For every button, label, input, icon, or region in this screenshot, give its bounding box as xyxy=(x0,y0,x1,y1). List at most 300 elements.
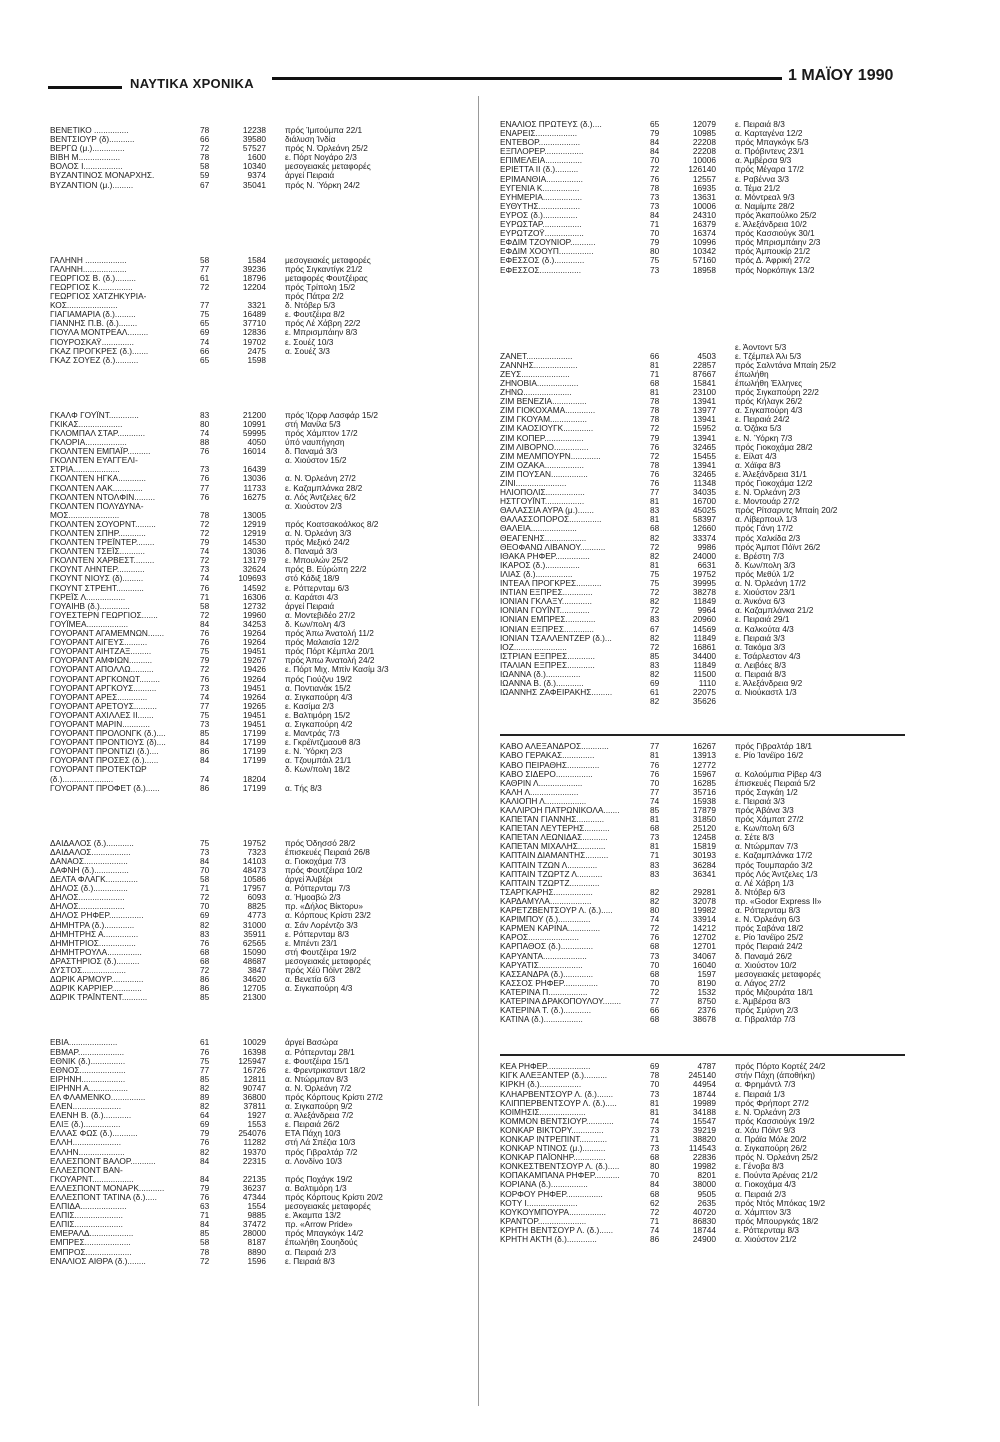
ship-year: 76 xyxy=(200,473,210,484)
ship-name: ΕΜΠΡΟΣ.................... xyxy=(50,1247,132,1257)
ship-ton: 39236 xyxy=(242,263,266,274)
ship-name: ΗΛΙΟΠΟΛΙΣ................. xyxy=(500,488,585,498)
ship-year: 62 xyxy=(650,1197,660,1208)
ship-name: ΕΞΠΛΟΡΕΡ................. xyxy=(500,147,584,157)
ship-year: 68 xyxy=(650,377,660,388)
ship-row xyxy=(500,1153,940,1162)
ship-year: 84 xyxy=(650,137,660,148)
ship-year: 80 xyxy=(650,1161,660,1172)
ship-name: ΓΕΩΡΓΙΟΣ Β. (δ.)......... xyxy=(50,273,136,283)
ship-row xyxy=(500,661,940,670)
ship-name: ΙΟΝΙΑΝ ΕΞΠΡΕΣ............. xyxy=(500,624,594,634)
ship-name: ΓΟΥΟΡΑΝΤ ΑΙΗΤΖΑΞ......... xyxy=(50,647,152,657)
ship-ton: 8825 xyxy=(247,901,266,912)
ship-note: α. Χάϊφα 8/3 xyxy=(735,460,781,470)
ship-note: πρός Μπουργκάς 18/2 xyxy=(735,1216,819,1226)
ship-year: 68 xyxy=(650,523,660,534)
ship-year: 72 xyxy=(200,555,210,566)
ship-note: ε. Πούντα Άρένας 21/2 xyxy=(735,1171,818,1181)
ship-ton: 11849 xyxy=(693,596,716,607)
ship-name: ΚΟΥΚΟΥΜΠΟΥΡΑ................ xyxy=(500,1207,606,1217)
ship-ton: 12919 xyxy=(242,528,266,538)
ship-row xyxy=(500,238,940,247)
ship-ton: 1600 xyxy=(247,152,266,163)
ship-note: πρός Γιβραλτάρ 7/2 xyxy=(285,1147,358,1157)
ship-row xyxy=(500,361,940,370)
ship-note: στή Φουτζέιρα 19/2 xyxy=(285,947,357,957)
ship-ton: 17957 xyxy=(242,883,266,894)
ship-name: ΔΑΝΑΟΣ................... xyxy=(50,856,128,866)
ship-note: α. Βαλτιμόρη 1/3 xyxy=(285,1183,347,1193)
ship-row xyxy=(500,815,940,824)
ship-note: πρός Ίζορφ Λασφάρ 15/2 xyxy=(285,410,379,420)
ship-note: έπωλήθη Σουηδούς xyxy=(285,1238,358,1248)
ship-ton: 22208 xyxy=(692,146,716,157)
ship-note: α. Λός Άντζελες 6/2 xyxy=(285,492,356,502)
ship-year: 81 xyxy=(650,514,660,525)
ship-ton: 19267 xyxy=(242,655,266,666)
ship-name: ΕΛΛΗ..................... xyxy=(50,1138,122,1148)
ship-row xyxy=(50,447,470,456)
ship-year: 84 xyxy=(650,209,660,220)
ship-year: 76 xyxy=(200,673,210,684)
ship-ton: 87667 xyxy=(692,368,716,379)
ship-name: ΙΩΑΝΝΗΣ ΖΑΦΕΙΡΑΚΗΣ......... xyxy=(500,688,613,698)
ship-year: 75 xyxy=(650,255,660,266)
ship-name: ΖΕΥΣ..................... xyxy=(500,369,570,379)
ship-name: ΚΑΠΕΤΑΝ ΛΕΩΝΙΔΑΣ........... xyxy=(500,833,608,843)
ship-ton: 44954 xyxy=(692,1079,716,1090)
ship-name: ΔΥΣΤΟΣ................... xyxy=(50,966,126,976)
ship-name: ΕΦΔΙΜ ΧΟΟΥΠ............... xyxy=(500,247,594,257)
ship-row xyxy=(500,915,940,924)
ship-name: ΙΩΑΝΝΑ Β. (δ.)............ xyxy=(500,679,584,689)
ship-ton: 22857 xyxy=(692,359,716,370)
ship-name: ΕΛΕΝ..................... xyxy=(50,1102,122,1112)
ship-note: ε. Γκρέϊντζμαουθ 8/3 xyxy=(285,738,361,748)
ship-year: 86 xyxy=(650,1234,660,1245)
ship-name: ΕΛΛΗΝ.................... xyxy=(50,1147,125,1157)
ship-note: α. Καζαμπλάνκα 21/2 xyxy=(735,606,814,616)
ship-name: ΕΛΠΙΣ..................... xyxy=(50,1211,123,1221)
ship-year: 84 xyxy=(200,755,210,766)
ship-name: ΘΑΛΑΣΣΙΑ ΑΥΡΑ (μ.)....... xyxy=(500,506,594,516)
ship-name: ΒΥΖΑΝΤΙΝΟΣ ΜΟΝΑΡΧΗΣ. xyxy=(50,171,155,181)
ship-ton: 22208 xyxy=(692,137,716,148)
ship-note: α. Σιγκαπούρη 4/3 xyxy=(285,984,353,994)
ship-row xyxy=(500,1162,940,1171)
ship-row xyxy=(500,1015,940,1024)
ship-year: 78 xyxy=(650,182,660,193)
ship-year: 73 xyxy=(650,950,660,961)
ship-note: στήν Πάχη (άποθήκη) xyxy=(735,1071,816,1081)
ship-note: ε. Μοντουάρ 27/2 xyxy=(735,497,800,507)
ship-note: πρός Σμύρνη 2/3 xyxy=(735,1006,799,1016)
ship-row xyxy=(500,1135,940,1144)
ship-name: ΚΑΤΙΝΑ (δ.)................. xyxy=(500,1015,583,1025)
ship-year: 58 xyxy=(200,1237,210,1248)
ship-ton: 19264 xyxy=(242,673,266,684)
ship-note: α. Ν. Όρλεάνη 17/2 xyxy=(735,579,806,589)
ship-row xyxy=(500,615,940,624)
ship-name: ΓΟΥΟΡΑΝΤ ΠΡΟΝΤΙΟΥΣ (δ).... xyxy=(50,738,166,748)
ship-year: 84 xyxy=(200,1155,210,1166)
ship-ton: 6631 xyxy=(697,559,716,570)
ship-year: 72 xyxy=(650,1206,660,1217)
ship-ton: 114543 xyxy=(688,1143,716,1154)
ship-year: 78 xyxy=(200,1246,210,1257)
ship-note: ύπό ναυπήγηση xyxy=(285,438,345,448)
ship-name: ΔΗΛΟΣ (δ.)............... xyxy=(50,884,128,894)
ship-note: μεσογειακές μεταφορές xyxy=(285,255,371,265)
ship-ton: 34253 xyxy=(242,618,266,629)
ship-ton: 9885 xyxy=(247,1210,266,1221)
ship-name: ΙΚΑΡΟΣ (δ.)............... xyxy=(500,560,580,570)
ship-name: ΕΛΛΑΣ ΦΩΣ (δ.)........... xyxy=(50,1129,138,1139)
ship-year: 83 xyxy=(650,614,660,625)
ship-ton: 1110 xyxy=(698,678,716,689)
ship-name: ΕΒΜΑΡ.................... xyxy=(50,1047,125,1057)
ship-name: ΚΑΡΥΑΤΙΣ................... xyxy=(500,960,583,970)
ship-note: πρός Νορκόπιγκ 13/2 xyxy=(735,265,815,275)
ship-note: πρός Κόρπους Κρίστι 27/2 xyxy=(285,1092,383,1102)
ship-year: 76 xyxy=(650,768,660,779)
ship-year: 84 xyxy=(200,1173,210,1184)
ship-ton: 12204 xyxy=(242,281,266,292)
ship-ton: 34620 xyxy=(242,974,266,985)
ship-note: α. Σιγκαπούρη 26/2 xyxy=(735,1144,807,1154)
ship-year: 83 xyxy=(200,409,210,420)
ship-row xyxy=(50,1257,470,1266)
ship-year: 81 xyxy=(650,1106,660,1117)
ship-note: α. Χάμπτον 3/3 xyxy=(735,1207,792,1217)
ship-row xyxy=(500,1126,940,1135)
ship-year: 79 xyxy=(650,128,660,139)
ship-row xyxy=(500,1080,940,1089)
ship-row xyxy=(500,870,940,879)
ship-ton: 35716 xyxy=(692,786,716,797)
ship-note: α. Ντώρμπαν 7/3 xyxy=(735,842,798,852)
ship-row xyxy=(500,897,940,906)
ship-ton: 8890 xyxy=(247,1246,266,1257)
ship-note: πρός Γιβραλτάρ 18/1 xyxy=(735,742,812,752)
ship-ton: 36284 xyxy=(692,859,716,870)
ship-ton: 12702 xyxy=(692,932,716,943)
ship-ton: 34067 xyxy=(692,950,716,961)
ship-name: ΓΑΛΗΝΗ .................. xyxy=(50,255,127,265)
ship-ton: 7323 xyxy=(247,846,266,857)
ship-year: 79 xyxy=(200,1128,210,1139)
ship-note: α. Χιούστον 15/2 xyxy=(285,456,347,466)
ship-year: 67 xyxy=(200,179,210,190)
ship-note: ε. Τσάρλεστον 4/3 xyxy=(735,651,801,661)
ship-year: 85 xyxy=(200,1073,210,1084)
ship-name: ΙΟΝΙΑΝ ΓΚΛΑΞΥ............. xyxy=(500,597,592,607)
ship-name: ΚΟΝΚΑΡ ΝΤΙΝΟΣ (μ.).......... xyxy=(500,1144,606,1154)
ship-year: 72 xyxy=(200,892,210,903)
ship-name: ΔΩΡΙΚ ΑΡΜΟΥΡ.............. xyxy=(50,975,144,985)
ship-year: 76 xyxy=(200,637,210,648)
ship-row xyxy=(500,1144,940,1153)
ship-row xyxy=(50,181,470,190)
ship-year: 84 xyxy=(200,737,210,748)
ship-year: 82 xyxy=(650,886,660,897)
ship-row xyxy=(500,924,940,933)
ship-ton: 34035 xyxy=(692,487,716,498)
ship-year: 81 xyxy=(650,496,660,507)
ship-ton: 12705 xyxy=(242,983,266,994)
ship-row xyxy=(500,470,940,479)
ship-year: 85 xyxy=(200,728,210,739)
ship-note: πρός Κοατσακοάλκος 8/2 xyxy=(285,519,379,529)
ship-name: ΚΑΒΟ ΣΙΔΕΡΟ................ xyxy=(500,769,593,779)
ship-name: ΓΟΥΕΣΤΕΡΝ ΓΕΩΡΓΙΟΣ....... xyxy=(50,610,158,620)
ship-ton: 38678 xyxy=(692,1014,716,1025)
ship-year: 83 xyxy=(200,928,210,939)
ship-name: ΖΙΜ ΚΟΠΕΡ................. xyxy=(500,433,584,443)
ship-year: 59 xyxy=(200,170,210,181)
ship-row xyxy=(500,388,940,397)
ship-note: δ. Κων/πολη 3/3 xyxy=(735,560,796,570)
ship-name: ΔΑΙΔΑΛΟΣ................. xyxy=(50,847,131,857)
ship-name: ΙΝΤΕΑΛ ΠΡΟΓΚΡΕΣ........... xyxy=(500,579,602,589)
ship-ton: 18744 xyxy=(692,1088,716,1099)
ship-year: 82 xyxy=(650,596,660,607)
ship-ton: 90747 xyxy=(242,1082,266,1093)
ship-name: ΚΑΡΜΕΝ ΚΑΡΙΝΑ.............. xyxy=(500,924,601,934)
ship-ton: 14103 xyxy=(242,855,266,866)
ship-note: έπωλήθη Έλληνες xyxy=(735,378,803,388)
ship-ton: 125947 xyxy=(238,1055,266,1066)
ship-note: ε. Ρίο Ίανέϊρο 25/2 xyxy=(735,933,804,943)
ship-note: α. Ν. Όρλεάνη 7/2 xyxy=(285,1083,352,1093)
ship-note: ε. Ρόττερνταμ 8/3 xyxy=(735,1225,800,1235)
ship-row xyxy=(500,461,940,470)
ship-name: ΓΚΛΟΡΙΑ.................. xyxy=(50,438,127,448)
ship-note: διάλυση Ίνδία xyxy=(285,135,336,145)
ship-ton: 48473 xyxy=(242,865,266,875)
ship-row xyxy=(500,1235,940,1244)
ship-ton: 39219 xyxy=(692,1124,716,1135)
ship-year: 58 xyxy=(200,600,210,611)
ship-row xyxy=(500,256,940,265)
ship-ton: 10029 xyxy=(242,1037,266,1048)
ship-note: α. Χιούστον 2/3 xyxy=(285,501,342,511)
ship-note: α. Σιγκαπούρη 4/2 xyxy=(285,719,353,729)
ship-year: 86 xyxy=(200,746,210,757)
ship-note: α. Ν. Όρλεάνη 27/2 xyxy=(285,474,356,484)
ship-year: 81 xyxy=(650,387,660,398)
ship-name: ΙΤΑΛΙΑΝ ΕΞΠΡΕΣ............ xyxy=(500,660,595,670)
ship-row xyxy=(500,942,940,951)
ship-note: ε. Καζαμπλάνκα 28/2 xyxy=(285,483,363,493)
ship-name: ΕΛΠΙΣ..................... xyxy=(50,1220,123,1230)
ship-year: 75 xyxy=(650,578,660,589)
ship-name: ΓΟΥΟΡΑΝΤ ΠΡΟΛΟΝΓΚ (δ.).... xyxy=(50,729,166,739)
ship-row xyxy=(50,493,470,502)
ship-ton: 19451 xyxy=(242,718,266,729)
ship-row xyxy=(500,788,940,797)
ship-name: ΕΥΓΕΝΙΑ Κ................ xyxy=(500,183,580,193)
ship-year: 71 xyxy=(650,368,660,379)
ship-year: 81 xyxy=(650,559,660,570)
ship-ton: 19752 xyxy=(692,568,716,579)
ship-year: 72 xyxy=(650,450,660,461)
ship-name: ΓΙΑΓΙΑΜΑΡΙΑ (δ.)......... xyxy=(50,310,136,320)
ship-note: άργεί Πειραιά xyxy=(285,601,335,611)
ship-ton: 31850 xyxy=(692,814,716,825)
ship-ton: 9374 xyxy=(247,170,266,181)
ship-row xyxy=(500,570,940,579)
ship-name: ΓΚΟΛΝΤΕΝ ΕΥΑΓΓΕΛΙ- xyxy=(50,456,138,466)
ship-ton: 29281 xyxy=(692,886,716,897)
ship-name: ΚΑΠΕΤΑΝ ΓΙΑΝΝΗΣ............ xyxy=(500,815,605,825)
ship-year: 71 xyxy=(650,1215,660,1226)
ship-name: ΚΟΡΙΑΝΑ (δ.)................ xyxy=(500,1180,588,1190)
ship-ton: 9964 xyxy=(697,605,716,616)
ship-ton: 2475 xyxy=(247,345,266,356)
ship-ton: 16379 xyxy=(692,219,716,230)
ship-year: 66 xyxy=(200,345,210,356)
ship-ton: 34188 xyxy=(692,1106,716,1117)
ship-name: ΚΑΛΗ Λ..................... xyxy=(500,787,579,797)
ship-name: ΚΡΑΝΤΟΡ..................... xyxy=(500,1216,587,1226)
ship-note: ε. Είλατ 4/3 xyxy=(735,451,777,461)
ship-year: 74 xyxy=(200,773,210,784)
ship-ton: 16861 xyxy=(692,641,716,652)
ship-name: ΚΑΣΣΑΝΔΡΑ (δ.)............. xyxy=(500,969,594,979)
ship-ton: 126140 xyxy=(688,164,716,175)
ship-note: ε. Ν. Ύόρκη 2/3 xyxy=(285,747,343,757)
ship-note: α. Χάυ Πόϊντ 9/3 xyxy=(735,1125,796,1135)
ship-year: 58 xyxy=(200,254,210,265)
ship-year: 72 xyxy=(200,1255,210,1266)
ship-name: ΓΚΟΛΝΤΕΝ ΛΑΚ............. xyxy=(50,483,143,493)
ship-ton: 19264 xyxy=(242,637,266,648)
ship-ton: 20960 xyxy=(692,614,716,625)
ship-note: ε. Ν. Όρλεάνη 2/3 xyxy=(735,488,801,498)
ship-row xyxy=(500,833,940,842)
ship-year: 74 xyxy=(650,795,660,806)
ship-ton: 30193 xyxy=(692,850,716,861)
ship-year: 82 xyxy=(650,895,660,906)
ship-ton: 19982 xyxy=(692,905,716,916)
ship-ton: 9986 xyxy=(697,541,716,552)
ship-note: ε. Πειραιά 8/3 xyxy=(735,120,785,129)
ship-name: ΚΑΤΕΡΙΝΑ Τ. (δ.)............ xyxy=(500,1006,591,1016)
ship-note: α. Μοντεβιδέο 27/2 xyxy=(285,610,356,620)
ship-note: ε. Πειραιά 1/3 xyxy=(735,1089,785,1099)
ship-name: ΕΥΗΜΕΡΙΑ................. xyxy=(500,192,583,202)
ship-year: 75 xyxy=(200,646,210,657)
ship-year: 73 xyxy=(200,718,210,729)
ship-note: άργεί Πειραιά xyxy=(285,171,335,181)
ship-note: πρός Άπω Άνατολή 11/2 xyxy=(285,629,374,639)
ship-name: ΕΛΕΝΗ Β. (δ.)............ xyxy=(50,1111,132,1121)
ship-ton: 14212 xyxy=(692,923,716,934)
ship-name: ΓΟΥΪΜΕΑ.................. xyxy=(50,619,129,629)
ship-row xyxy=(500,343,940,352)
ship-name: ΓΚΑΛΦ ΓΟΥΪΝΤ............. xyxy=(50,410,139,420)
ship-row xyxy=(500,1190,940,1199)
ship-name: ΒΕΝΤΣΙΟΥΡ (δ)........... xyxy=(50,135,135,145)
ship-name: ΚΑΠΤΑΙΝ ΤΖΩΡΤΖ............. xyxy=(500,878,600,888)
ship-ton: 10006 xyxy=(692,155,716,166)
ship-note: α. Γιοκοχάμα 4/3 xyxy=(735,1180,796,1190)
ship-note: α. Πειραιά 2/3 xyxy=(285,1247,336,1257)
ship-ton: 22315 xyxy=(242,1155,266,1166)
ship-year: 79 xyxy=(650,432,660,443)
ship-ton: 10985 xyxy=(692,128,716,139)
ship-name: ΔΩΡΙΚ ΚΑΡΡΙΕΡ............. xyxy=(50,984,142,994)
ship-name: ΒΕΝΕΤΙΚΟ ............... xyxy=(50,126,129,135)
ship-ton: 11282 xyxy=(243,1137,266,1148)
ship-note: α. Ν. Όρλεάνη 3/3 xyxy=(285,529,352,538)
ship-year: 74 xyxy=(200,427,210,438)
ship-name: ΕΡΙΜΑΝΘΙΑ................ xyxy=(500,174,583,184)
ship-row xyxy=(500,147,940,156)
ship-ton: 35626 xyxy=(692,696,716,707)
ship-ton: 37710 xyxy=(242,318,266,329)
ship-year: 70 xyxy=(200,901,210,912)
ship-ton: 15938 xyxy=(692,795,716,806)
ship-name: ΕΜΕΡΑΛΔ................... xyxy=(50,1229,134,1239)
ship-ton: 1598 xyxy=(247,354,266,365)
ship-ton: 12836 xyxy=(242,327,266,338)
ship-ton: 17199 xyxy=(242,782,266,793)
ship-ton: 37811 xyxy=(243,1101,266,1112)
ship-name: ΕΝΤΕΒΟΡ.................. xyxy=(500,138,581,148)
ship-row xyxy=(500,406,940,415)
ship-ton: 34400 xyxy=(692,650,716,661)
ship-year: 78 xyxy=(650,414,660,425)
issue-date: 1 ΜΑΪΟΥ 1990 xyxy=(788,67,894,84)
ship-note: πρός Γιοκοχάμα 28/2 xyxy=(735,442,813,452)
ship-row xyxy=(500,1062,940,1071)
ship-row xyxy=(500,952,940,961)
ship-name: ΔΗΜΗΤΡΑ (δ.)............. xyxy=(50,920,135,930)
ship-ton: 32078 xyxy=(692,895,716,906)
ship-year: 71 xyxy=(200,883,210,894)
ship-ton: 4050 xyxy=(247,437,266,448)
ship-note: α. Λονδίνο 10/3 xyxy=(285,1156,342,1166)
ship-note: άργεί Βασώρα xyxy=(285,1038,338,1048)
ship-year: 82 xyxy=(650,632,660,643)
ship-note: α. Καλκούτα 4/3 xyxy=(735,624,794,634)
ship-note: α. Γιβραλτάρ 7/3 xyxy=(735,1015,796,1025)
ship-ton: 19264 xyxy=(242,628,266,639)
ship-note: ε. Άλεξάνδρεια 10/2 xyxy=(735,220,807,230)
ship-name: ΓΚΙΚΑΣ................... xyxy=(50,419,123,429)
ship-year: 71 xyxy=(650,219,660,230)
ship-year: 66 xyxy=(650,1005,660,1016)
ship-year: 81 xyxy=(650,814,660,825)
ship-ton: 6093 xyxy=(247,892,266,903)
ship-name: ΙΛΙΑΣ (δ.)................ xyxy=(500,569,573,579)
ship-name: ΚΑΡΙΜΠΟΥ (δ.).............. xyxy=(500,915,591,925)
ship-note: α. Πράϊα Μόλε 20/2 xyxy=(735,1135,807,1144)
ship-ton: 1553 xyxy=(247,1119,266,1130)
ship-year: 85 xyxy=(650,650,660,661)
ship-ton: 109693 xyxy=(238,573,266,584)
ship-name: ΚΟΤΥ Ι...................... xyxy=(500,1198,578,1208)
ship-ton: 10586 xyxy=(242,874,266,885)
ship-ton: 19426 xyxy=(242,664,266,675)
ship-ton: 13941 xyxy=(692,432,716,443)
ship-year: 74 xyxy=(200,573,210,584)
ship-year: 84 xyxy=(200,618,210,629)
ship-year: 75 xyxy=(200,709,210,720)
